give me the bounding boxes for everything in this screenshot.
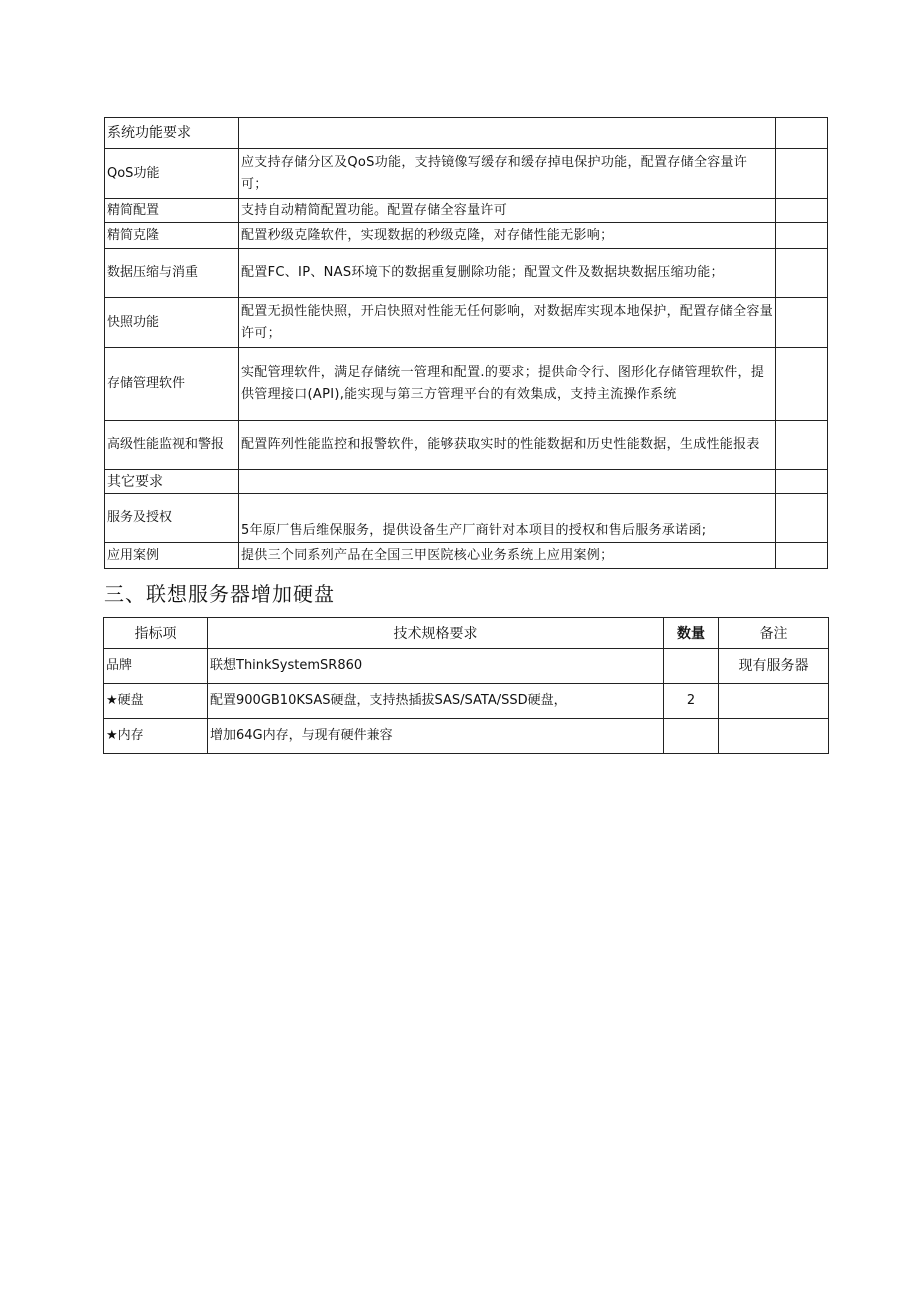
row-description: [239, 118, 776, 149]
table-row: [105, 543, 828, 569]
table-row: [105, 421, 828, 470]
row-note: [776, 298, 828, 348]
table-row: [105, 348, 828, 421]
header-note: 备注: [719, 618, 829, 649]
row-spec: 联想ThinkSystemSR860: [208, 649, 664, 684]
header-item: 指标项: [104, 618, 208, 649]
row-name: 高级性能监视和警报: [105, 421, 239, 470]
row-item: ★硬盘: [104, 684, 208, 719]
table-row: [105, 298, 828, 348]
row-description: 配置秒级克隆软件，实现数据的秒级克隆，对存储性能无影响；: [239, 223, 776, 249]
row-name: 服务及授权: [105, 494, 239, 543]
row-description: [239, 470, 776, 494]
row-name: QoS功能: [105, 149, 239, 199]
row-item: ★内存: [104, 719, 208, 754]
row-name: 精简配置: [105, 199, 239, 223]
row-qty: 2: [664, 684, 719, 719]
row-description: 实配管理软件，满足存储统一管理和配置.的要求；提供命令行、图形化存储管理软件，提供管理接口(API),能实现与第三方管理平台的有效集成，支持主流操作系统: [239, 348, 776, 421]
row-name: 精简克隆: [105, 223, 239, 249]
row-note: [719, 719, 829, 754]
row-note: [776, 249, 828, 298]
row-note: [776, 421, 828, 470]
row-description: 配置阵列性能监控和报警软件，能够获取实时的性能数据和历史性能数据，生成性能报表: [239, 421, 776, 470]
table-row: [104, 719, 829, 754]
row-name: 数据压缩与消重: [105, 249, 239, 298]
row-description: 应支持存储分区及QoS功能，支持镜像写缓存和缓存掉电保护功能，配置存储全容量许可；: [239, 149, 776, 199]
row-description: 配置FC、IP、NAS环境下的数据重复删除功能；配置文件及数据块数据压缩功能；: [239, 249, 776, 298]
row-item: 品牌: [104, 649, 208, 684]
header-qty: 数量: [664, 618, 719, 649]
section-heading: 三、联想服务器增加硬盘: [104, 582, 335, 606]
row-note: [719, 684, 829, 719]
row-name: 快照功能: [105, 298, 239, 348]
row-note: [776, 470, 828, 494]
row-note: [776, 199, 828, 223]
table-row: [105, 118, 828, 149]
row-note: [776, 348, 828, 421]
row-spec: 配置900GB10KSAS硬盘，支持热插拔SAS/SATA/SSD硬盘，: [208, 684, 664, 719]
row-qty: [664, 649, 719, 684]
table-row: [105, 199, 828, 223]
table-row: [105, 494, 828, 543]
table-row: [105, 470, 828, 494]
storage-requirements-table: [104, 117, 828, 569]
row-name: 存储管理软件: [105, 348, 239, 421]
row-note: [776, 223, 828, 249]
row-note: 现有服务器: [719, 649, 829, 684]
row-description: 提供三个同系列产品在全国三甲医院核心业务系统上应用案例；: [239, 543, 776, 569]
row-spec: 增加64G内存，与现有硬件兼容: [208, 719, 664, 754]
row-note: [776, 118, 828, 149]
server-disk-spec-table: [103, 617, 829, 754]
header-spec: 技术规格要求: [208, 618, 664, 649]
row-description: 支持自动精简配置功能。配置存储全容量许可: [239, 199, 776, 223]
table-header-row: [104, 618, 829, 649]
section-label: 其它要求: [105, 470, 239, 494]
table-row: [104, 649, 829, 684]
row-note: [776, 149, 828, 199]
table-row: [104, 684, 829, 719]
row-name: 应用案例: [105, 543, 239, 569]
row-description: 配置无损性能快照，开启快照对性能无任何影响，对数据库实现本地保护，配置存储全容量许可；: [239, 298, 776, 348]
row-note: [776, 494, 828, 543]
table-row: [105, 223, 828, 249]
row-note: [776, 543, 828, 569]
section-label: 系统功能要求: [105, 118, 239, 149]
table-row: [105, 249, 828, 298]
row-qty: [664, 719, 719, 754]
row-description: 5年原厂售后维保服务，提供设备生产厂商针对本项目的授权和售后服务承诺函;: [239, 494, 776, 543]
table-row: [105, 149, 828, 199]
